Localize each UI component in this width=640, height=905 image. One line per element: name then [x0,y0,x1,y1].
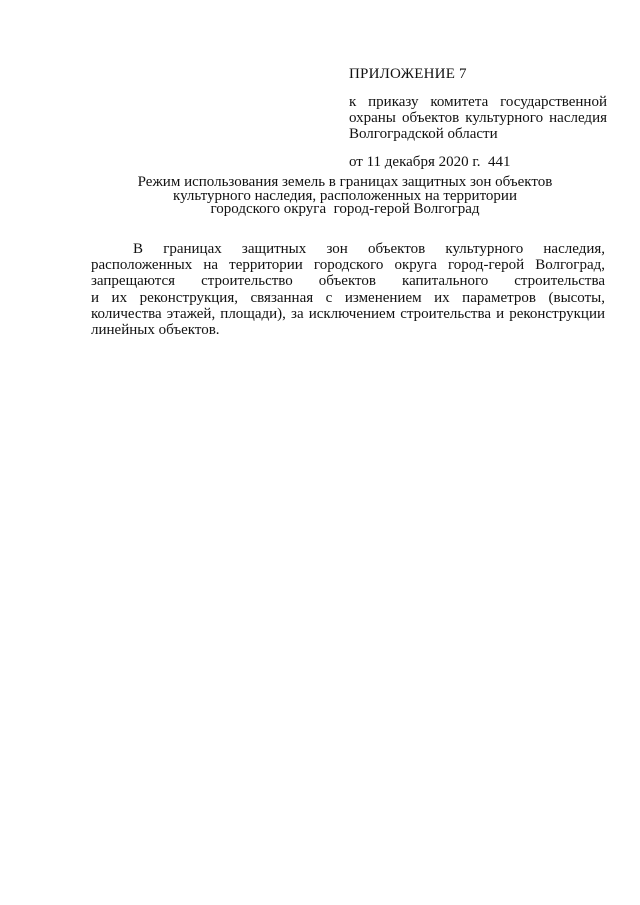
appendix-reference-line: охраны объектов культурного наследия [349,110,607,126]
document-title-line: Режим использования земель в границах защитных зон объектов [137,174,553,190]
body-line: запрещаются строительство объектов капитального строительства [91,273,605,290]
body-line: линейных объектов. [91,322,220,339]
appendix-date: от 11 декабря 2020 г. 441 [349,154,511,170]
document-title-line: городского округа город-герой Волгоград [210,201,480,217]
body-line: В границах защитных зон объектов культурного наследия, [133,241,605,257]
document-title [90,176,600,217]
appendix-reference [349,94,607,142]
body-line: и их реконструкция, связанная с изменением их параметров (высоты, [91,289,605,306]
body-line: количества этажей, площади), за исключением строительства и реконструкции [91,305,605,322]
document-title-line: культурного наследия, расположенных на территории [173,187,517,204]
appendix-title: ПРИЛОЖЕНИЕ 7 [349,66,467,82]
body-paragraph [91,241,605,338]
appendix-reference-line: Волгоградской области [349,126,498,142]
appendix-reference-line: к приказу комитета государственной [349,94,607,110]
appendix-header [349,66,607,170]
body-line: расположенных на территории городского округа город-герой Волгоград, [91,257,605,274]
